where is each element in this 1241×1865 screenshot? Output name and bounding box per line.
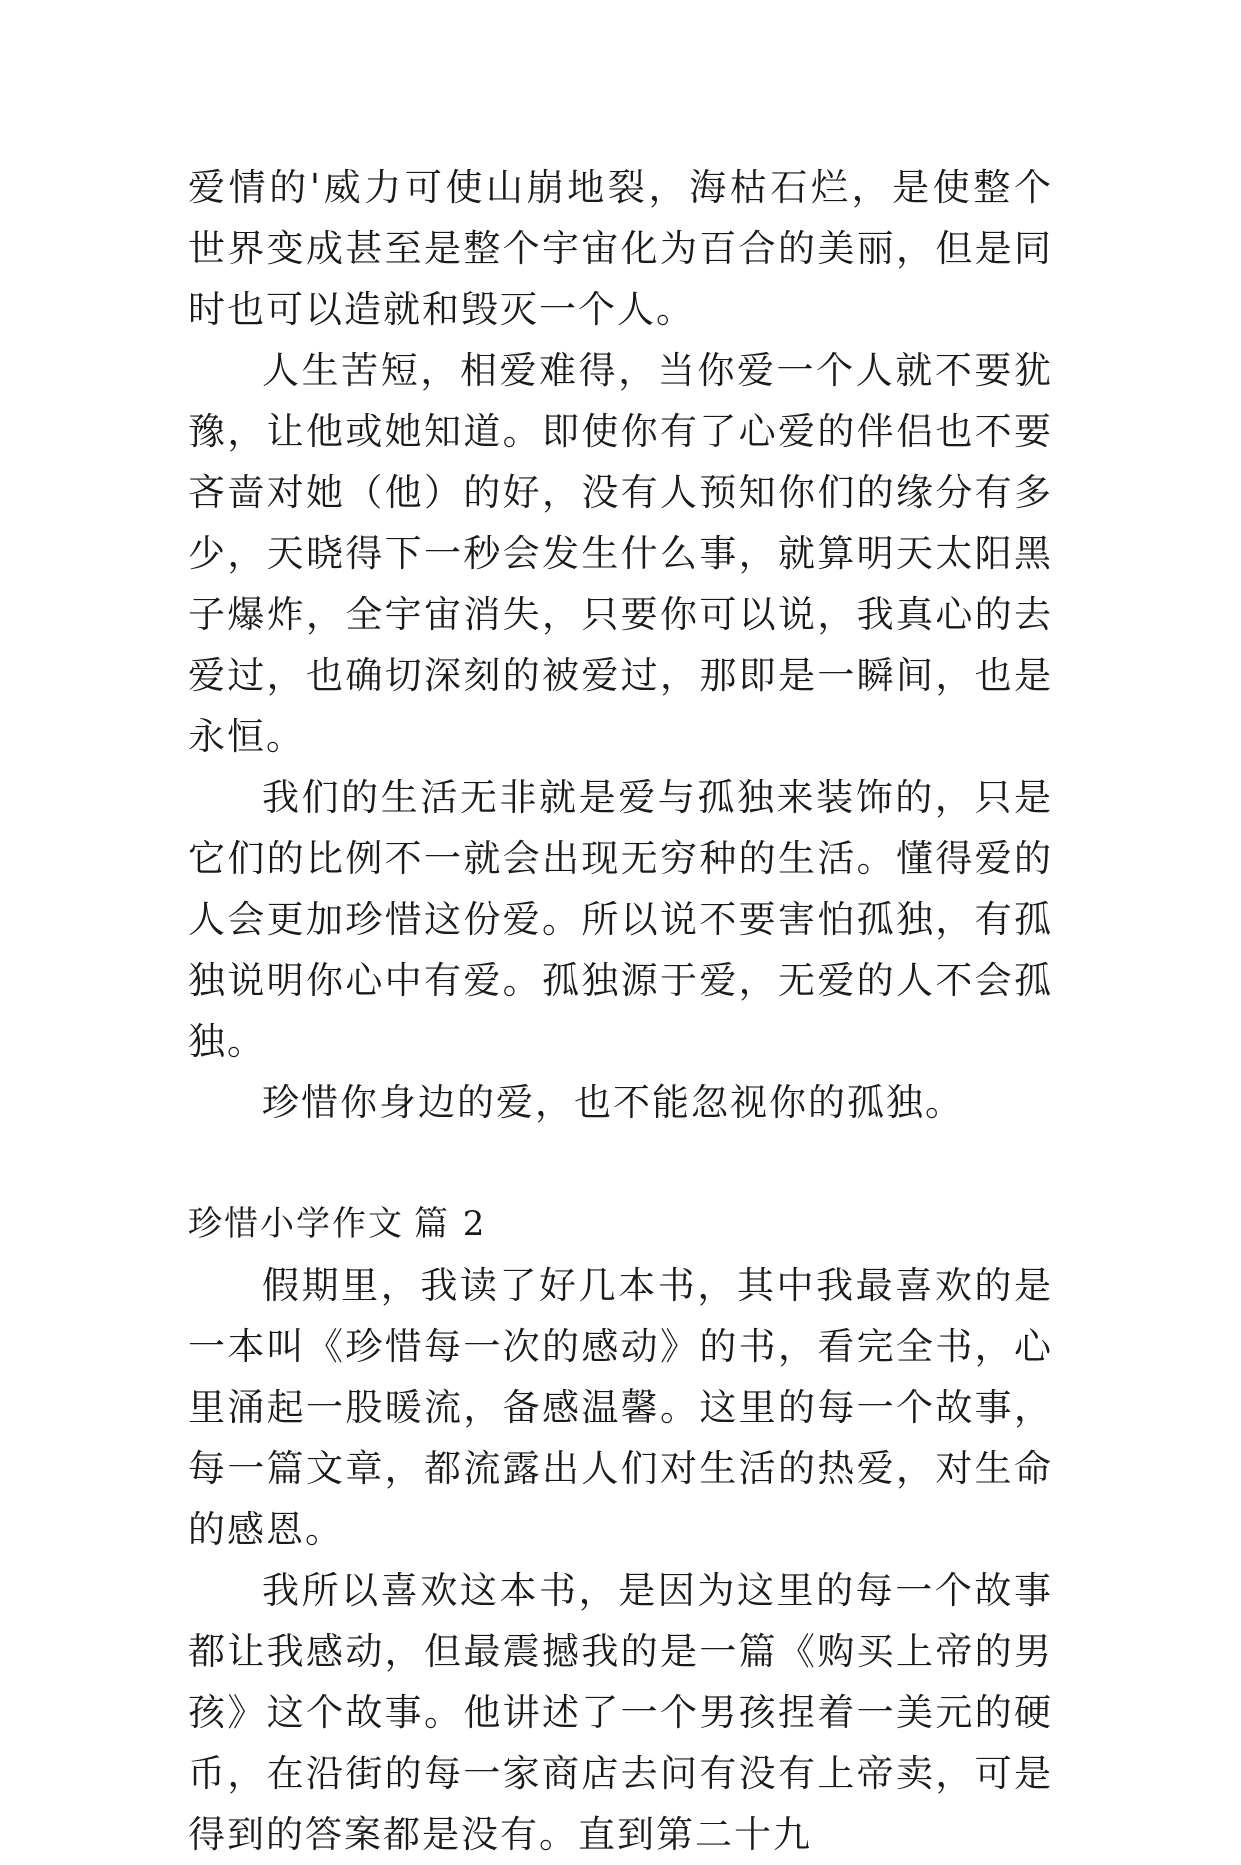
section-heading-title: 珍惜小学作文 [188,1204,404,1244]
section-heading-number: 篇 2 [414,1204,487,1244]
paragraph-4: 珍惜你身边的爱，也不能忽视你的孤独。 [262,1081,964,1124]
paragraph-5: 假期里，我读了好几本书，其中我最喜欢的是一本叫《珍惜每一次的感动》的书，看完全书，心里涌起一股暖流，备感温馨。这里的每一个故事，每一篇文章，都流露出人们对生活的热爱，对生命的感恩。 [188,1264,1053,1551]
paragraph-2: 人生苦短，相爱难得，当你爱一个人就不要犹豫，让他或她知道。即使你有了心爱的伴侣也不要吝啬对她（他）的好，没有人预知你们的缘分有多少，天晓得下一秒会发生什么事，就算明天太阳黑子爆炸，全宇宙消失，只要你可以说，我真心的去爱过，也确切深刻的被爱过，那即是一瞬间，也是永恒。 [188,349,1053,758]
section-spacer [188,1133,1053,1194]
paragraph-3: 我们的生活无非就是爱与孤独来装饰的，只是它们的比例不一就会出现无穷种的生活。懂得爱的人会更加珍惜这份爱。所以说不要害怕孤独，有孤独说明你心中有爱。孤独源于爱，无爱的人不会孤独。 [188,776,1053,1063]
paragraph-1: 爱情的'威力可使山崩地裂，海枯石烂，是使整个世界变成甚至是整个宇宙化为百合的美丽，但是同时也可以造就和毁灭一个人。 [188,166,1053,331]
document-body [188,157,1053,1865]
paragraph-6: 我所以喜欢这本书，是因为这里的每一个故事都让我感动，但最震撼我的是一篇《购买上帝的男孩》这个故事。他讲述了一个男孩捏着一美元的硬币，在沿街的每一家商店去问有没有上帝卖，可是得到的答案都是没有。直到第二十九 [188,1569,1053,1856]
section-heading [188,1194,1053,1255]
